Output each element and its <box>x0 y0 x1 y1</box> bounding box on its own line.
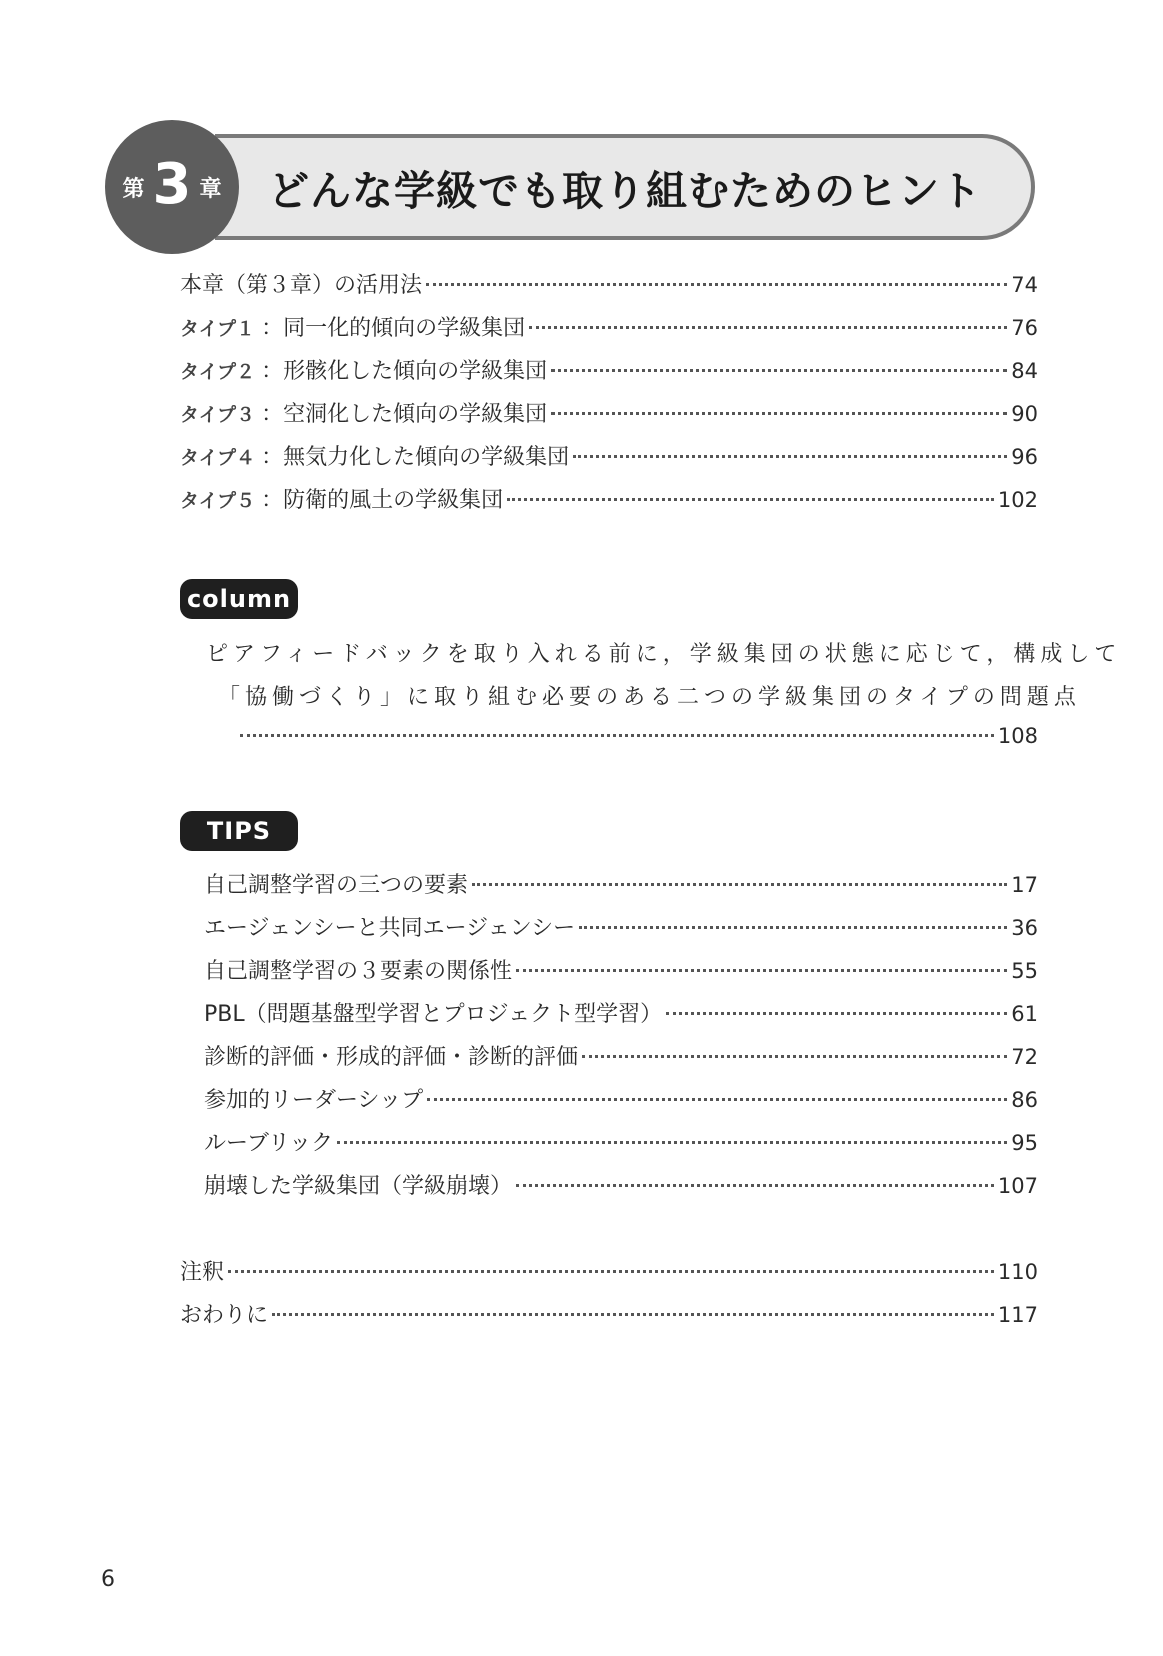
backmatter-entry[interactable] <box>180 1255 1038 1285</box>
toc-page: 90 <box>1011 402 1038 426</box>
dot-leader <box>579 926 1007 929</box>
backmatter-label: 注釈 <box>180 1260 225 1285</box>
dot-leader <box>228 1270 994 1273</box>
toc-label: ：同一化的傾向の学級集団 <box>261 316 526 341</box>
tips-entry[interactable] <box>204 868 1038 898</box>
tips-label: 参加的リーダーシップ <box>204 1088 424 1113</box>
tips-entry[interactable] <box>204 911 1038 941</box>
dot-leader <box>551 369 1007 372</box>
toc-label: 本章（第３章）の活用法 <box>180 273 423 298</box>
backmatter-page: 117 <box>997 1303 1038 1327</box>
column-badge: column <box>180 579 298 619</box>
tips-entry[interactable] <box>204 954 1038 984</box>
tips-page: 72 <box>1011 1045 1038 1069</box>
type-tag: タイプ５ <box>180 490 256 512</box>
toc-page: 76 <box>1011 316 1038 340</box>
dot-leader <box>529 326 1007 329</box>
backmatter-page: 110 <box>997 1260 1038 1284</box>
toc-entry[interactable] <box>180 311 1038 341</box>
tips-page: 17 <box>1011 873 1038 897</box>
tips-label: 自己調整学習の三つの要素 <box>204 873 469 898</box>
type-tag: タイプ２ <box>180 361 256 383</box>
toc-page: 102 <box>997 488 1038 512</box>
tips-label: エージェンシーと共同エージェンシー <box>204 916 576 941</box>
backmatter-label: おわりに <box>180 1303 269 1328</box>
dot-leader <box>507 498 994 501</box>
toc-label: ：形骸化した傾向の学級集団 <box>261 359 548 384</box>
toc-page: 74 <box>1011 273 1038 297</box>
toc-label: ：無気力化した傾向の学級集団 <box>261 445 570 470</box>
tips-badge: TIPS <box>180 811 298 851</box>
tips-page: 61 <box>1011 1002 1038 1026</box>
chapter-prefix: 第 <box>122 176 145 202</box>
dot-leader <box>516 969 1007 972</box>
tips-label: PBL（問題基盤型学習とプロジェクト型学習） <box>204 1002 663 1027</box>
backmatter-entry[interactable] <box>180 1298 1038 1328</box>
tips-entry[interactable] <box>204 1126 1038 1156</box>
toc-entry[interactable] <box>180 354 1038 384</box>
toc-label: ：空洞化した傾向の学級集団 <box>261 402 548 427</box>
dot-leader <box>666 1012 1007 1015</box>
tips-label: 自己調整学習の３要素の関係性 <box>204 959 513 984</box>
chapter-badge <box>105 120 239 254</box>
tips-page: 86 <box>1011 1088 1038 1112</box>
page-number: 6 <box>101 1567 115 1592</box>
dot-leader <box>240 734 994 737</box>
dot-leader <box>573 455 1007 458</box>
column-page-row[interactable] <box>236 724 1038 754</box>
chapter-suffix: 章 <box>199 176 222 202</box>
toc-page: 96 <box>1011 445 1038 469</box>
toc-entry[interactable] <box>180 397 1038 427</box>
chapter-title: どんな学級でも取り組むためのヒント <box>268 167 982 215</box>
toc-entry[interactable] <box>180 440 1038 470</box>
dot-leader <box>472 883 1007 886</box>
column-line-2: 「協働づくり」に取り組む必要のある二つの学級集団のタイプの問題点 <box>218 685 1081 710</box>
tips-label: 診断的評価・形成的評価・診断的評価 <box>204 1045 579 1070</box>
dot-leader <box>337 1141 1007 1144</box>
column-line-1: ピアフィードバックを取り入れる前に，学級集団の状態に応じて，構成して <box>206 642 1122 667</box>
chapter-number: 3 <box>152 152 192 217</box>
dot-leader <box>272 1313 994 1316</box>
toc-entry[interactable] <box>180 268 1038 298</box>
dot-leader <box>427 1098 1007 1101</box>
tips-entry[interactable] <box>204 1169 1038 1199</box>
type-tag: タイプ３ <box>180 404 256 426</box>
tips-label: 崩壊した学級集団（学級崩壊） <box>204 1174 513 1199</box>
tips-label: ルーブリック <box>204 1131 334 1156</box>
tips-page: 36 <box>1011 916 1038 940</box>
tips-entry[interactable] <box>204 1083 1038 1113</box>
tips-page: 95 <box>1011 1131 1038 1155</box>
tips-entry[interactable] <box>204 1040 1038 1070</box>
toc-entry[interactable] <box>180 483 1038 513</box>
type-tag: タイプ４ <box>180 447 256 469</box>
column-page: 108 <box>997 724 1038 748</box>
type-tag: タイプ１ <box>180 318 256 340</box>
tips-page: 107 <box>997 1174 1038 1198</box>
dot-leader <box>516 1184 994 1187</box>
tips-page: 55 <box>1011 959 1038 983</box>
toc-page: 84 <box>1011 359 1038 383</box>
toc-label: ：防衛的風土の学級集団 <box>261 488 504 513</box>
tips-entry[interactable] <box>204 997 1038 1027</box>
dot-leader <box>426 283 1007 286</box>
dot-leader <box>582 1055 1007 1058</box>
dot-leader <box>551 412 1007 415</box>
